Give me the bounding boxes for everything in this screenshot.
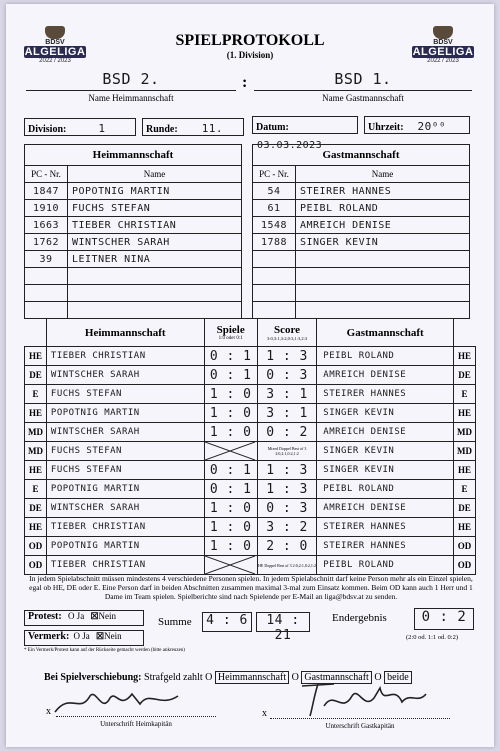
roster-row: [253, 200, 470, 217]
name-header: Name: [296, 166, 470, 183]
guest-team-label: Name Gastmannschaft: [322, 93, 404, 103]
score-header-label: Score: [274, 324, 301, 336]
roster-row: [25, 183, 242, 200]
home-team-name: BSD 2.: [26, 70, 236, 91]
logo-name-text: ALGELIGA: [412, 46, 474, 58]
match-row: [25, 499, 476, 518]
protest-nein-label: Nein: [98, 611, 117, 621]
cross-out-mark: [205, 442, 257, 460]
match-spiele: 1 : 0: [204, 423, 257, 442]
match-spiele-crossed: [204, 556, 257, 575]
match-score: 0 : 3: [257, 366, 317, 385]
vermerk-nein-label: Nein: [104, 631, 122, 641]
roster-name: TIEBER CHRISTIAN: [68, 217, 242, 234]
protest-box: [24, 610, 144, 626]
roster-row: [25, 285, 242, 302]
pc-header: PC - Nr.: [253, 166, 296, 183]
match-spiele: 1 : 0: [204, 537, 257, 556]
roster-row: [253, 302, 470, 319]
roster-pc: [25, 268, 68, 285]
match-code: E: [25, 480, 47, 499]
match-row: [25, 442, 476, 461]
vermerk-label: Vermerk:: [28, 631, 70, 642]
matches-guest-header: Gastmannschaft: [317, 319, 454, 347]
spiele-header-sub: 1:0 oder 0:1: [218, 336, 243, 341]
match-code-right: DE: [454, 366, 476, 385]
uhrzeit-value: 20⁰⁰: [417, 120, 447, 133]
roster-row: [25, 268, 242, 285]
opt-heim-label: Heimmannschaft: [215, 671, 289, 684]
roster-pc: [253, 285, 296, 302]
sig-guest-line: [270, 718, 450, 719]
roster-name: [68, 302, 242, 319]
match-guest-player: AMREICH DENISE: [317, 366, 454, 385]
match-home-player: FUCHS STEFAN: [46, 385, 204, 404]
division-value: 1: [98, 122, 106, 135]
match-spiele: 1 : 0: [204, 404, 257, 423]
spiele-header: [204, 319, 257, 347]
match-code-right: OD: [454, 556, 476, 575]
pc-header: PC - Nr.: [25, 166, 68, 183]
verschiebung-label: Bei Spielverschiebung:: [44, 672, 142, 683]
roster-pc: 61: [253, 200, 296, 217]
match-code-right: HE: [454, 461, 476, 480]
vermerk-box: [24, 630, 144, 646]
match-row: [25, 347, 476, 366]
roster-row: [25, 234, 242, 251]
roster-name: [68, 285, 242, 302]
match-score: 1 : 3: [257, 347, 317, 366]
vermerk-ja-option[interactable]: O Ja: [73, 631, 90, 641]
match-guest-player: SINGER KEVIN: [317, 442, 454, 461]
match-row: [25, 366, 476, 385]
roster-name: AMREICH DENISE: [296, 217, 470, 234]
endergebnis-note: (2:0 od. 1:1 od. 0:2): [406, 634, 458, 641]
roster-row: [253, 217, 470, 234]
match-spiele: 0 : 1: [204, 347, 257, 366]
match-code: MD: [25, 442, 47, 461]
match-code-right: MD: [454, 442, 476, 461]
uhrzeit-label: Uhrzeit:: [368, 122, 404, 133]
strafgeld-label: Strafgeld zahlt: [144, 672, 203, 683]
logo-year-text: 2022 / 2023: [427, 58, 459, 64]
guest-team-name: BSD 1.: [254, 70, 472, 91]
score-header-sub: 3:0,3:1,3:2,0:3,1:3,2:3: [266, 336, 308, 341]
match-code: HE: [25, 404, 47, 423]
score-header: [257, 319, 317, 347]
match-home-player: WINTSCHER SARAH: [46, 366, 204, 385]
roster-name: [296, 285, 470, 302]
match-code-right: HE: [454, 347, 476, 366]
match-code: DE: [25, 366, 47, 385]
roster-pc: [25, 285, 68, 302]
roster-row: [253, 251, 470, 268]
logo-year-text: 2022 / 2023: [39, 58, 71, 64]
roster-row: [25, 251, 242, 268]
summe-score: 14 : 21: [256, 612, 310, 632]
roster-pc: [253, 251, 296, 268]
roster-pc: [253, 268, 296, 285]
home-team-label: Name Heimmannschaft: [88, 93, 174, 103]
roster-row: [253, 183, 470, 200]
sig-home-x: x: [46, 706, 51, 717]
match-score: 3 : 1: [257, 385, 317, 404]
match-row: [25, 404, 476, 423]
summe-label: Summe: [158, 616, 192, 628]
match-row: [25, 461, 476, 480]
roster-pc: [253, 302, 296, 319]
match-guest-player: AMREICH DENISE: [317, 499, 454, 518]
vermerk-note: * Ein Vermerk/Protest kann auf der Rückseite gemacht werden (bitte ankreuzen): [24, 648, 185, 653]
roster-row: [253, 268, 470, 285]
match-guest-player: PEIBL ROLAND: [317, 480, 454, 499]
roster-row: [253, 285, 470, 302]
protest-label: Protest:: [28, 611, 62, 622]
roster-name: SINGER KEVIN: [296, 234, 470, 251]
match-code: OD: [25, 537, 47, 556]
roster-pc: 39: [25, 251, 68, 268]
runde-label: Runde:: [146, 124, 178, 135]
roster-pc: 54: [253, 183, 296, 200]
match-home-player: TIEBER CHRISTIAN: [46, 518, 204, 537]
roster-name: [296, 268, 470, 285]
match-home-player: WINTSCHER SARAH: [46, 423, 204, 442]
roster-row: [253, 234, 470, 251]
roster-name: WINTSCHER SARAH: [68, 234, 242, 251]
home-roster-title: Heimmannschaft: [25, 145, 242, 166]
cross-out-mark: [205, 556, 257, 574]
match-spiele: 1 : 0: [204, 385, 257, 404]
match-code-right: OD: [454, 537, 476, 556]
roster-name: FUCHS STEFAN: [68, 200, 242, 217]
roster-row: [25, 302, 242, 319]
match-code: HE: [25, 518, 47, 537]
match-row: [25, 537, 476, 556]
match-score: 0 : 3: [257, 499, 317, 518]
match-home-player: TIEBER CHRISTIAN: [46, 556, 204, 575]
match-guest-player: STEIRER HANNES: [317, 518, 454, 537]
teams-separator: :: [242, 74, 248, 91]
runde-value: 11.: [201, 122, 224, 135]
page-subtitle: (1. Division): [226, 50, 274, 60]
match-guest-player: STEIRER HANNES: [317, 537, 454, 556]
roster-row: [25, 200, 242, 217]
match-code-right: HE: [454, 518, 476, 537]
endergebnis-label: Endergebnis: [332, 612, 387, 624]
opt-gast[interactable]: O Gastmannschaft: [292, 671, 372, 684]
match-score: 2 : 0: [257, 537, 317, 556]
sig-guest-label: Unterschrift Gastkapitän: [325, 722, 395, 730]
match-score: 3 : 2: [257, 518, 317, 537]
logo-bdsv-text: BDSV: [45, 39, 65, 46]
match-row: [25, 518, 476, 537]
roster-pc: 1847: [25, 183, 68, 200]
roster-name: STEIRER HANNES: [296, 183, 470, 200]
match-code-right: E: [454, 480, 476, 499]
match-score: 1 : 3: [257, 461, 317, 480]
match-guest-player: SINGER KEVIN: [317, 404, 454, 423]
guest-roster-table: [252, 144, 470, 319]
roster-pc: 1548: [253, 217, 296, 234]
opt-heim[interactable]: O Heimmannschaft: [205, 671, 289, 684]
match-home-player: FUCHS STEFAN: [46, 442, 204, 461]
roster-name: [296, 251, 470, 268]
match-spiele: 0 : 1: [204, 366, 257, 385]
roster-name: [296, 302, 470, 319]
match-code-right: E: [454, 385, 476, 404]
division-box: [24, 118, 136, 136]
roster-row: [25, 217, 242, 234]
match-code-right: DE: [454, 499, 476, 518]
match-guest-player: SINGER KEVIN: [317, 461, 454, 480]
datum-label: Datum:: [256, 122, 289, 133]
match-guest-player: AMREICH DENISE: [317, 423, 454, 442]
logo-bdsv-text: BDSV: [433, 39, 453, 46]
match-spiele: 0 : 1: [204, 461, 257, 480]
roster-pc: 1762: [25, 234, 68, 251]
name-header: Name: [68, 166, 242, 183]
home-roster-table: [24, 144, 242, 319]
match-spiele: 1 : 0: [204, 499, 257, 518]
match-home-player: POPOTNIG MARTIN: [46, 480, 204, 499]
roster-name: [68, 268, 242, 285]
match-guest-player: STEIRER HANNES: [317, 385, 454, 404]
rules-text: In jedem Spielabschnitt müssen mindestens 4 verschiedene Personen spielen. In jedem Spielabschnitt darf keine Person mehr als ein Einzel spielen, egal ob HE, DE oder E. Eine Person darf in beiden Abschnitten zusammen maximal 3-mal zum Einsatz kommen. Beim OD kann auch 1 Herr und 1 Dame im Team spielen. Spielberichte sind nach Spielende per E-Mail an liga@bdsv.at zu senden.: [29, 574, 473, 601]
roster-name: POPOTNIG MARTIN: [68, 183, 242, 200]
match-home-player: WINTSCHER SARAH: [46, 499, 204, 518]
protocol-sheet: [6, 4, 494, 747]
opt-gast-label: Gastmannschaft: [301, 671, 371, 684]
match-code: OD: [25, 556, 47, 575]
match-spiele: 0 : 1: [204, 480, 257, 499]
datum-value: 03.03.2023: [257, 140, 323, 151]
match-guest-player: PEIBL ROLAND: [317, 556, 454, 575]
match-code: MD: [25, 423, 47, 442]
match-home-player: POPOTNIG MARTIN: [46, 537, 204, 556]
summe-spiele: 4 : 6: [202, 612, 252, 632]
guest-roster-title: Gastmannschaft: [253, 145, 470, 166]
match-score: 3 : 1: [257, 404, 317, 423]
match-row: [25, 423, 476, 442]
match-spiele-crossed: [204, 442, 257, 461]
match-code: E: [25, 385, 47, 404]
uhrzeit-box: [364, 116, 470, 134]
roster-name: LEITNER NINA: [68, 251, 242, 268]
vermerk-nein-option[interactable]: ☒Nein: [96, 631, 122, 641]
match-home-player: TIEBER CHRISTIAN: [46, 347, 204, 366]
match-home-player: POPOTNIG MARTIN: [46, 404, 204, 423]
division-label: Division:: [28, 124, 67, 135]
sig-guest-x: x: [262, 708, 267, 719]
match-score: 1 : 3: [257, 480, 317, 499]
roster-pc: [25, 302, 68, 319]
runde-box: [142, 118, 244, 136]
matches-home-header: Heimmannschaft: [46, 319, 204, 347]
match-home-player: FUCHS STEFAN: [46, 461, 204, 480]
home-signature: [50, 684, 200, 718]
match-code: HE: [25, 347, 47, 366]
match-code-right: HE: [454, 404, 476, 423]
match-score-note: HE Doppel Best of 3 2:0,2:1,0:2,1:2: [257, 556, 317, 575]
match-code-right: MD: [454, 423, 476, 442]
page-title: SPIELPROTOKOLL: [175, 32, 325, 49]
sig-home-label: Unterschrift Heimkapitän: [100, 720, 172, 728]
match-row: [25, 385, 476, 404]
opt-beide[interactable]: O beide: [374, 671, 411, 684]
match-code: DE: [25, 499, 47, 518]
match-score: 0 : 2: [257, 423, 317, 442]
roster-pc: 1788: [253, 234, 296, 251]
guest-signature: [294, 676, 434, 720]
roster-pc: 1910: [25, 200, 68, 217]
spiele-header-label: Spiele: [216, 324, 245, 336]
logo-name-text: ALGELIGA: [24, 46, 86, 58]
match-row: [25, 480, 476, 499]
roster-pc: 1663: [25, 217, 68, 234]
roster-name: PEIBL ROLAND: [296, 200, 470, 217]
opt-beide-label: beide: [384, 671, 412, 684]
datum-box: [252, 116, 358, 151]
protest-ja-option[interactable]: O Ja: [67, 611, 85, 621]
sig-home-line: [56, 716, 216, 717]
match-spiele: 1 : 0: [204, 518, 257, 537]
matches-table: [24, 318, 476, 575]
protest-nein-option[interactable]: ☒Nein: [90, 611, 117, 621]
match-guest-player: PEIBL ROLAND: [317, 347, 454, 366]
match-score-note: Mixed Doppel Best of 3 2:0,2:1,0:2,1:2: [257, 442, 317, 461]
match-code: HE: [25, 461, 47, 480]
match-row: [25, 556, 476, 575]
endergebnis-value: 0 : 2: [414, 608, 474, 630]
